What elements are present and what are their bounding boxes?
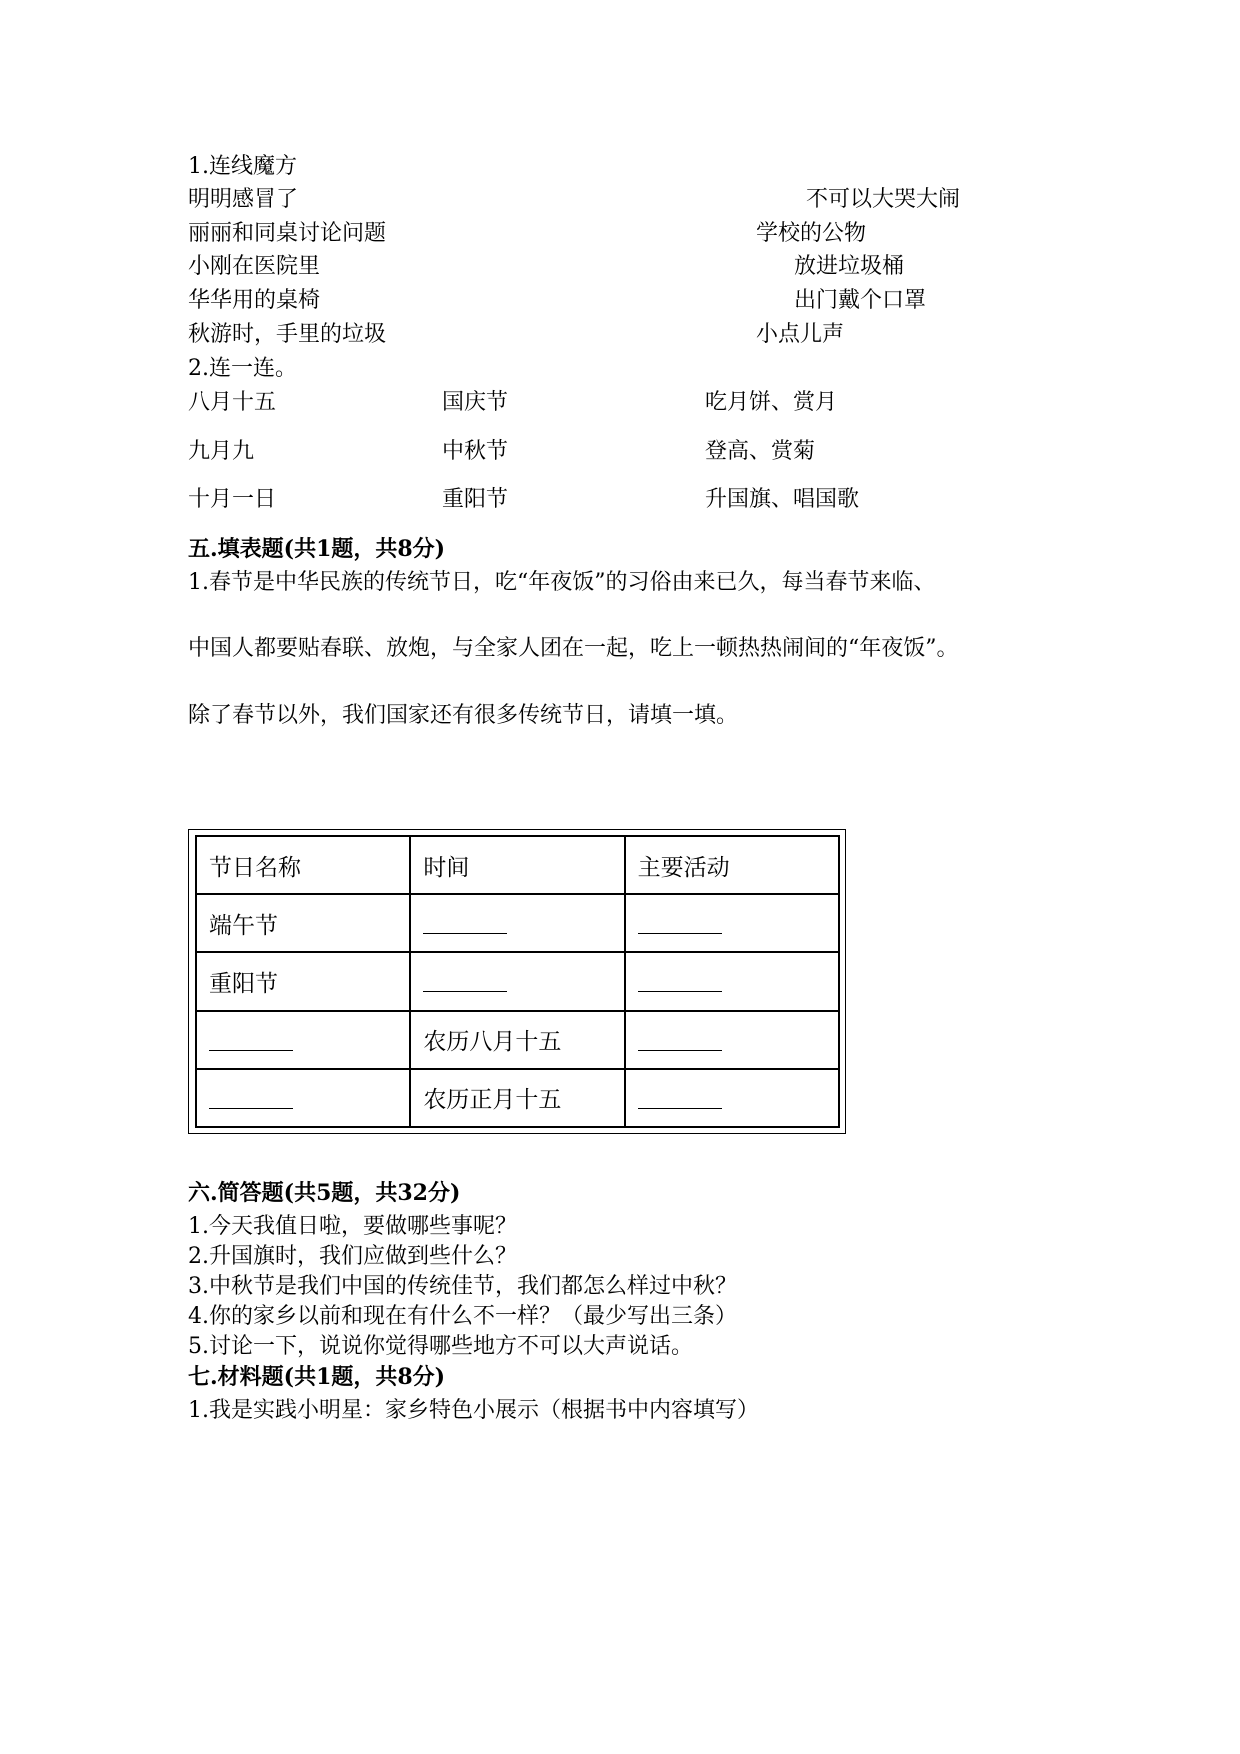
festival-name: 国庆节: [442, 390, 509, 415]
table-cell-blank[interactable]: [625, 1069, 839, 1127]
question-item: 5.讨论一下，说说你觉得哪些地方不可以大声说话。: [188, 1334, 693, 1359]
match-magic-title: 1.连线魔方: [188, 154, 297, 179]
match-left-item: 秋游时，手里的垃圾: [188, 322, 387, 347]
table-header-cell: 主要活动: [625, 836, 839, 894]
table-cell-blank[interactable]: [625, 894, 839, 952]
section5-heading: 五.填表题(共1题，共8分): [188, 536, 446, 562]
match-right-item: 出门戴个口罩: [794, 288, 927, 313]
match-left-item: 小刚在医院里: [188, 254, 321, 279]
question-item: 1.我是实践小明星：家乡特色小展示（根据书中内容填写）: [188, 1398, 759, 1423]
table-header-cell: 时间: [410, 836, 624, 894]
question-item: 4.你的家乡以前和现在有什么不一样？（最少写出三条）: [188, 1304, 737, 1329]
section7-heading: 七.材料题(共1题，共8分): [188, 1364, 446, 1390]
match-right-item: 小点儿声: [756, 322, 845, 347]
table-row: [196, 952, 839, 1010]
section5-paragraph-line: 除了春节以外，我们国家还有很多传统节日，请填一填。: [188, 703, 739, 728]
festival-table: [195, 835, 840, 1128]
match-right-item: 放进垃圾桶: [794, 254, 905, 279]
question-item: 2.升国旗时，我们应做到些什么？: [188, 1244, 517, 1269]
fill-blank[interactable]: [638, 1088, 722, 1109]
table-cell: 农历八月十五: [410, 1011, 624, 1069]
table-cell-blank[interactable]: [196, 1011, 410, 1069]
table-cell-blank[interactable]: [410, 952, 624, 1010]
match-left-item: 丽丽和同桌讨论问题: [188, 221, 387, 246]
festival-name: 重阳节: [442, 487, 509, 512]
festival-activity: 登高、赏菊: [705, 439, 816, 464]
table-cell-blank[interactable]: [196, 1069, 410, 1127]
table-row: [196, 894, 839, 952]
table-cell-blank[interactable]: [625, 952, 839, 1010]
question-item: 3.中秋节是我们中国的传统佳节，我们都怎么样过中秋？: [188, 1274, 737, 1299]
fill-blank[interactable]: [209, 1088, 293, 1109]
table-row: [196, 1069, 839, 1127]
festival-name: 中秋节: [442, 439, 509, 464]
fill-blank[interactable]: [209, 1030, 293, 1051]
festival-date: 十月一日: [188, 487, 277, 512]
table-header-row: [196, 836, 839, 894]
fill-blank[interactable]: [638, 971, 722, 992]
festival-date: 八月十五: [188, 390, 277, 415]
match-left-item: 明明感冒了: [188, 187, 299, 212]
match-left-item: 华华用的桌椅: [188, 288, 321, 313]
match-festival-title: 2.连一连。: [188, 356, 297, 381]
table-row: [196, 1011, 839, 1069]
festival-activity: 吃月饼、赏月: [705, 390, 838, 415]
fill-blank[interactable]: [638, 913, 722, 934]
table-header-cell: 节日名称: [196, 836, 410, 894]
match-right-item: 学校的公物: [756, 221, 867, 246]
table-cell: 农历正月十五: [410, 1069, 624, 1127]
match-right-item: 不可以大哭大闹: [806, 187, 961, 212]
festival-date: 九月九: [188, 439, 255, 464]
fill-blank[interactable]: [423, 971, 507, 992]
section5-paragraph-line: 中国人都要贴春联、放炮，与全家人团在一起，吃上一顿热热闹间的“年夜饭”。: [188, 636, 959, 661]
table-cell: 重阳节: [196, 952, 410, 1010]
table-cell-blank[interactable]: [410, 894, 624, 952]
festival-table-frame: [188, 829, 846, 1134]
section6-heading: 六.简答题(共5题，共32分): [188, 1180, 461, 1206]
table-cell-blank[interactable]: [625, 1011, 839, 1069]
festival-activity: 升国旗、唱国歌: [705, 487, 860, 512]
table-cell: 端午节: [196, 894, 410, 952]
fill-blank[interactable]: [423, 913, 507, 934]
section5-paragraph-line: 1.春节是中华民族的传统节日，吃“年夜饭”的习俗由来已久，每当春节来临、: [188, 570, 936, 595]
question-item: 1.今天我值日啦，要做哪些事呢？: [188, 1214, 517, 1239]
fill-blank[interactable]: [638, 1030, 722, 1051]
